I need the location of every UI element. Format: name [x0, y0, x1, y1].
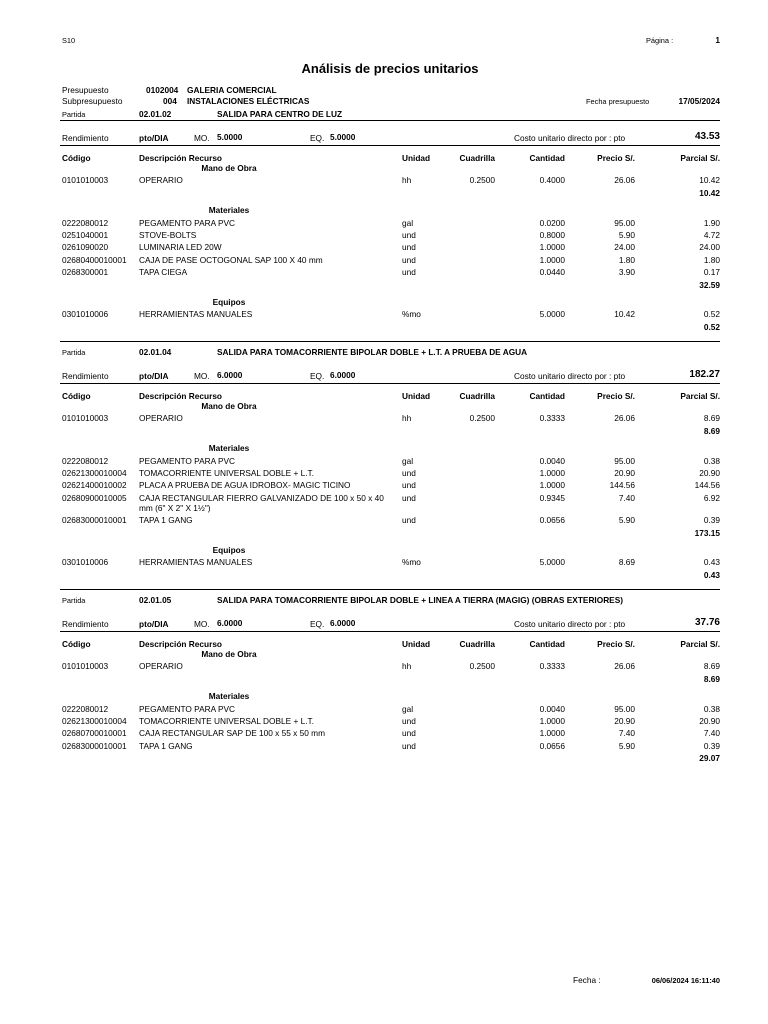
partida-code: 02.01.05	[139, 595, 172, 605]
table-row-parcial: 24.00	[699, 242, 720, 253]
rendimiento-unit: pto/DIA	[139, 371, 169, 381]
col-unidad: Unidad	[402, 153, 431, 163]
table-row-cantidad: 1.0000	[539, 716, 565, 726]
col-precio: Precio S/.	[597, 391, 635, 401]
col-unidad: Unidad	[402, 391, 431, 401]
table-row-codigo: 0222080012	[62, 217, 109, 228]
table-row-descripcion: TOMACORRIENTE UNIVERSAL DOBLE + L.T.	[139, 468, 314, 478]
table-row-precio: 95.00	[614, 455, 635, 466]
fecha-presupuesto-label: Fecha presupuesto	[586, 97, 650, 106]
group-title: Equipos	[212, 297, 246, 307]
table-row-descripcion-cont: mm (6" X 2" X 1½")	[139, 502, 211, 513]
table-row-descripcion: LUMINARIA LED 20W	[139, 242, 222, 253]
partida-label: Partida	[62, 348, 86, 357]
costo-label: Costo unitario directo por : pto	[514, 133, 626, 143]
table-row-codigo: 0268300001	[62, 267, 109, 278]
table-row-parcial: 7.40	[703, 728, 720, 739]
group-subtotal: 0.43	[703, 569, 720, 580]
table-row-descripcion: TAPA 1 GANG	[139, 740, 193, 751]
group-title: Mano de Obra	[201, 401, 257, 411]
table-row-precio: 5.90	[618, 740, 635, 751]
costo-value: 182.27	[689, 369, 720, 380]
table-row-precio: 95.00	[614, 217, 635, 228]
col-cuadrilla: Cuadrilla	[459, 391, 495, 401]
table-row-codigo: 02683000010001	[62, 515, 127, 526]
eq-value: 6.0000	[330, 370, 356, 380]
col-parcial: Parcial S/.	[680, 639, 720, 649]
col-unidad: Unidad	[402, 639, 431, 649]
table-row-parcial: 144.56	[694, 480, 720, 491]
table-row-parcial: 1.80	[703, 254, 720, 265]
table-row-descripcion: CAJA DE PASE OCTOGONAL SAP 100 X 40 mm	[139, 254, 323, 265]
table-row-precio: 7.40	[618, 492, 635, 503]
table-row-cantidad: 0.3333	[539, 413, 565, 424]
table-row-cantidad: 0.8000	[539, 230, 565, 240]
table-row-codigo: 0301010006	[62, 309, 109, 320]
col-cuadrilla: Cuadrilla	[459, 639, 495, 649]
presupuesto-code: 0102004	[146, 85, 179, 95]
table-row-codigo: 0222080012	[62, 703, 109, 714]
partida-label: Partida	[62, 110, 86, 119]
partida-label: Partida	[62, 596, 86, 605]
table-row-unidad: %mo	[402, 557, 421, 568]
presupuesto-name: GALERIA COMERCIAL	[187, 85, 277, 95]
section-divider	[60, 589, 720, 590]
table-row-descripcion: STOVE-BOLTS	[139, 230, 197, 240]
table-row-codigo: 02680400010001	[62, 254, 127, 265]
table-row-descripcion: OPERARIO	[139, 413, 183, 424]
mo-value: 6.0000	[217, 618, 243, 628]
eq-label: EQ.	[310, 619, 325, 629]
table-row-codigo: 0261090020	[62, 242, 109, 253]
table-row-parcial: 0.38	[703, 455, 720, 466]
table-row-cantidad: 0.0656	[539, 515, 565, 526]
group-subtotal: 173.15	[694, 527, 720, 538]
mo-label: MO.	[194, 371, 210, 381]
group-subtotal: 32.59	[699, 279, 720, 290]
table-row-unidad: hh	[402, 175, 412, 186]
rendimiento-label: Rendimiento	[62, 133, 109, 143]
table-row-codigo: 0301010006	[62, 557, 109, 568]
table-row-precio: 26.06	[614, 661, 635, 672]
table-row-cantidad: 0.0440	[539, 267, 565, 278]
mo-label: MO.	[194, 619, 210, 629]
table-row-unidad: und	[402, 728, 416, 739]
table-row-codigo: 02621300010004	[62, 716, 127, 726]
table-row-unidad: und	[402, 740, 416, 751]
company-code: S10	[62, 36, 76, 45]
page-number: 1	[715, 35, 720, 45]
table-row-precio: 26.06	[614, 413, 635, 424]
col-descripcion: Descripción Recurso	[139, 153, 222, 163]
table-row-precio: 26.06	[614, 175, 635, 186]
col-precio: Precio S/.	[597, 153, 635, 163]
table-row-codigo: 02680700010001	[62, 728, 127, 739]
table-row-cantidad: 0.4000	[539, 175, 565, 186]
eq-value: 6.0000	[330, 618, 356, 628]
table-row-unidad: und	[402, 515, 416, 526]
costo-value: 37.76	[694, 617, 720, 628]
table-row-codigo: 0101010003	[62, 661, 109, 672]
table-row-cantidad: 5.0000	[539, 309, 565, 320]
table-row-cantidad: 0.0040	[539, 703, 565, 714]
table-row-cantidad: 0.9345	[539, 492, 565, 503]
table-row-codigo: 0222080012	[62, 455, 109, 466]
presupuesto-label: Presupuesto	[62, 85, 109, 95]
table-row-cuadrilla: 0.2500	[469, 661, 495, 672]
table-row-precio: 20.90	[614, 716, 635, 726]
table-row-descripcion: TAPA CIEGA	[139, 267, 188, 278]
table-row-cantidad: 1.0000	[539, 728, 565, 739]
table-row-unidad: hh	[402, 413, 412, 424]
table-row-cantidad: 1.0000	[539, 254, 565, 265]
group-title: Materiales	[208, 691, 250, 702]
table-row-precio: 8.69	[618, 557, 635, 568]
rendimiento-unit: pto/DIA	[139, 619, 169, 629]
table-row-parcial: 0.17	[703, 267, 720, 278]
section-divider	[60, 341, 720, 342]
rendimiento-label: Rendimiento	[62, 619, 109, 629]
table-row-unidad: und	[402, 230, 416, 240]
table-row-unidad: gal	[402, 703, 414, 714]
mo-value: 5.0000	[217, 132, 243, 142]
table-row-codigo: 02683000010001	[62, 740, 127, 751]
table-row-codigo: 02621400010002	[62, 480, 127, 491]
footer-fecha-label: Fecha :	[573, 975, 601, 985]
group-title: Mano de Obra	[201, 163, 257, 173]
table-row-cuadrilla: 0.2500	[469, 413, 495, 424]
table-row-unidad: %mo	[402, 309, 421, 320]
table-row-precio: 95.00	[614, 703, 635, 714]
rendimiento-underline	[60, 631, 720, 632]
table-row-parcial: 8.69	[703, 661, 720, 672]
group-title: Mano de Obra	[201, 649, 257, 659]
group-title: Equipos	[212, 545, 246, 555]
table-row-cantidad: 0.3333	[539, 661, 565, 672]
table-row-descripcion: CAJA RECTANGULAR FIERRO GALVANIZADO DE 100 x 50 x 40	[139, 492, 384, 503]
partida-code: 02.01.02	[139, 109, 172, 119]
page-title: Análisis de precios unitarios	[301, 61, 479, 76]
subpresupuesto-label: Subpresupuesto	[62, 96, 123, 106]
col-codigo: Código	[62, 391, 91, 401]
col-codigo: Código	[62, 639, 91, 649]
table-row-unidad: hh	[402, 661, 412, 672]
table-row-descripcion: PLACA A PRUEBA DE AGUA IDROBOX- MAGIC TICINO	[139, 480, 351, 491]
mo-value: 6.0000	[217, 370, 243, 380]
fecha-presupuesto-value: 17/05/2024	[678, 96, 720, 106]
table-row-unidad: und	[402, 468, 416, 478]
group-subtotal: 8.69	[703, 673, 720, 684]
subpresupuesto-name: INSTALACIONES ELÉCTRICAS	[187, 96, 310, 106]
table-row-descripcion: PEGAMENTO PARA PVC	[139, 455, 236, 466]
table-row-descripcion: HERRAMIENTAS MANUALES	[139, 309, 253, 320]
table-row-precio: 5.90	[618, 230, 635, 240]
col-codigo: Código	[62, 153, 91, 163]
table-row-parcial: 20.90	[699, 468, 720, 478]
table-row-codigo: 0101010003	[62, 175, 109, 186]
partida-name: SALIDA PARA TOMACORRIENTE BIPOLAR DOBLE + LINEA A TIERRA (MAGIG) (OBRAS EXTERIORES)	[217, 595, 624, 605]
table-row-parcial: 8.69	[703, 413, 720, 424]
table-row-precio: 10.42	[614, 309, 635, 320]
col-descripcion: Descripción Recurso	[139, 639, 222, 649]
group-title: Materiales	[208, 205, 250, 216]
costo-label: Costo unitario directo por : pto	[514, 619, 626, 629]
mo-label: MO.	[194, 133, 210, 143]
table-row-parcial: 0.43	[703, 557, 720, 568]
table-row-parcial: 20.90	[699, 716, 720, 726]
table-row-parcial: 10.42	[699, 175, 720, 186]
col-cantidad: Cantidad	[529, 639, 565, 649]
page-label: Página :	[646, 36, 674, 45]
table-row-codigo: 02621300010004	[62, 468, 127, 478]
table-row-unidad: und	[402, 254, 416, 265]
table-row-precio: 20.90	[614, 468, 635, 478]
table-row-descripcion: CAJA RECTANGULAR SAP DE 100 x 55 x 50 mm	[139, 728, 325, 739]
col-cantidad: Cantidad	[529, 153, 565, 163]
group-subtotal: 29.07	[699, 753, 720, 764]
table-row-unidad: gal	[402, 217, 414, 228]
table-row-descripcion: OPERARIO	[139, 661, 183, 672]
table-row-codigo: 0251040001	[62, 230, 109, 240]
table-row-unidad: und	[402, 267, 416, 278]
group-subtotal: 0.52	[703, 321, 720, 332]
table-row-parcial: 0.39	[703, 515, 720, 526]
costo-label: Costo unitario directo por : pto	[514, 371, 626, 381]
table-row-codigo: 02680900010005	[62, 492, 127, 503]
partida-name: SALIDA PARA CENTRO DE LUZ	[217, 109, 343, 119]
table-row-precio: 7.40	[618, 728, 635, 739]
col-precio: Precio S/.	[597, 639, 635, 649]
table-row-descripcion: TAPA 1 GANG	[139, 515, 193, 526]
table-row-precio: 3.90	[618, 267, 635, 278]
table-row-precio: 1.80	[618, 254, 635, 265]
table-row-cantidad: 0.0656	[539, 740, 565, 751]
group-subtotal: 10.42	[699, 187, 720, 198]
table-row-descripcion: PEGAMENTO PARA PVC	[139, 703, 236, 714]
table-row-descripcion: PEGAMENTO PARA PVC	[139, 217, 236, 228]
partida-code: 02.01.04	[139, 347, 172, 357]
table-row-unidad: und	[402, 480, 416, 491]
eq-label: EQ.	[310, 133, 325, 143]
group-subtotal: 8.69	[703, 425, 720, 436]
rendimiento-underline	[60, 145, 720, 146]
group-title: Materiales	[208, 443, 250, 454]
table-row-parcial: 4.72	[703, 230, 720, 240]
table-row-unidad: und	[402, 492, 416, 503]
rendimiento-label: Rendimiento	[62, 371, 109, 381]
col-cuadrilla: Cuadrilla	[459, 153, 495, 163]
table-row-parcial: 0.39	[703, 740, 720, 751]
rendimiento-unit: pto/DIA	[139, 133, 169, 143]
table-row-descripcion: TOMACORRIENTE UNIVERSAL DOBLE + L.T.	[139, 716, 314, 726]
table-row-descripcion: HERRAMIENTAS MANUALES	[139, 557, 253, 568]
table-row-parcial: 0.38	[703, 703, 720, 714]
table-row-parcial: 0.52	[703, 309, 720, 320]
col-descripcion: Descripción Recurso	[139, 391, 222, 401]
col-parcial: Parcial S/.	[680, 391, 720, 401]
table-row-precio: 144.56	[609, 480, 635, 491]
table-row-codigo: 0101010003	[62, 413, 109, 424]
col-parcial: Parcial S/.	[680, 153, 720, 163]
table-row-cantidad: 5.0000	[539, 557, 565, 568]
table-row-cuadrilla: 0.2500	[469, 175, 495, 186]
table-row-unidad: und	[402, 716, 416, 726]
table-row-precio: 24.00	[614, 242, 635, 253]
table-row-unidad: gal	[402, 455, 414, 466]
partida-name: SALIDA PARA TOMACORRIENTE BIPOLAR DOBLE + L.T. A PRUEBA DE AGUA	[217, 347, 528, 357]
table-row-cantidad: 1.0000	[539, 242, 565, 253]
rendimiento-underline	[60, 383, 720, 384]
table-row-parcial: 1.90	[703, 217, 720, 228]
partida-underline	[60, 120, 720, 121]
footer-fecha-value: 06/06/2024 16:11:40	[651, 976, 720, 985]
table-row-parcial: 6.92	[703, 492, 720, 503]
col-cantidad: Cantidad	[529, 391, 565, 401]
eq-label: EQ.	[310, 371, 325, 381]
table-row-cantidad: 1.0000	[539, 468, 565, 478]
table-row-precio: 5.90	[618, 515, 635, 526]
table-row-unidad: und	[402, 242, 416, 253]
eq-value: 5.0000	[330, 132, 356, 142]
table-row-cantidad: 0.0200	[539, 217, 565, 228]
table-row-cantidad: 0.0040	[539, 455, 565, 466]
table-row-cantidad: 1.0000	[539, 480, 565, 491]
costo-value: 43.53	[694, 131, 720, 142]
table-row-descripcion: OPERARIO	[139, 175, 183, 186]
subpresupuesto-code: 004	[163, 96, 177, 106]
